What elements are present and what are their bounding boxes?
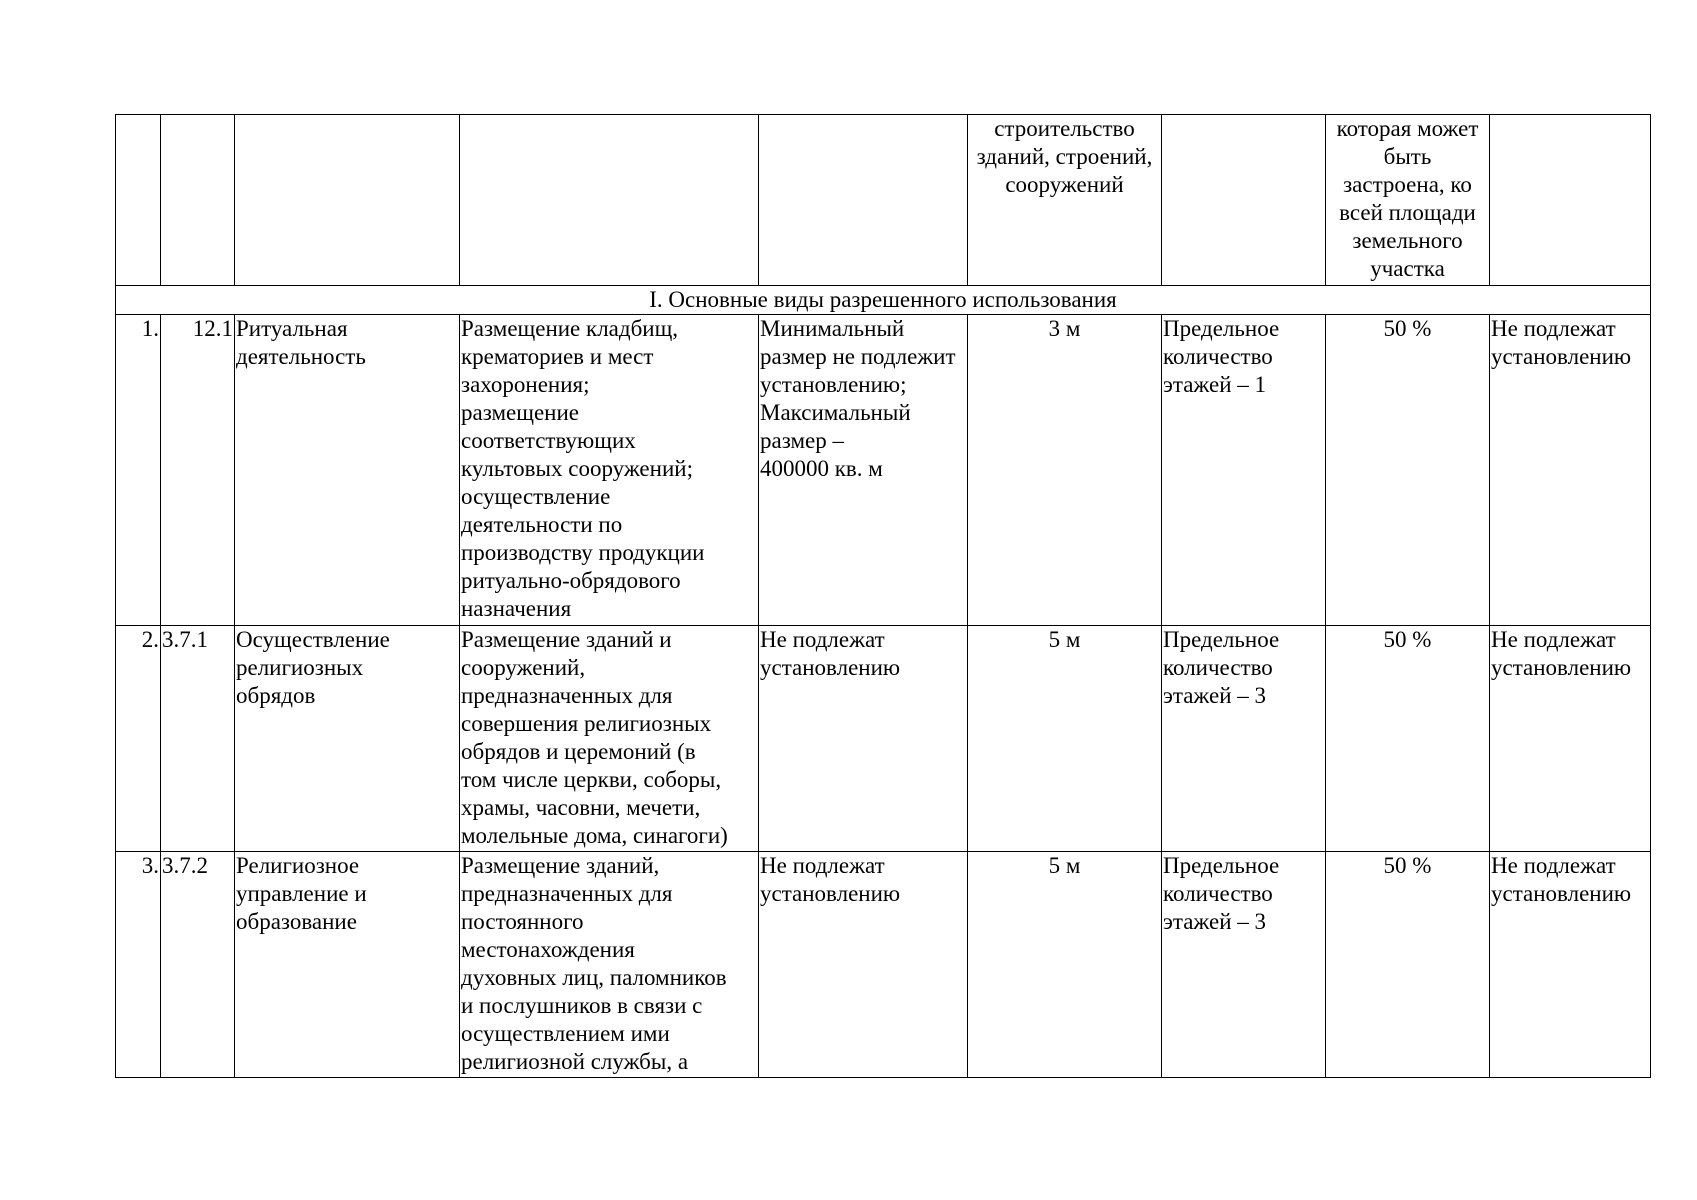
row-number: 3. bbox=[116, 852, 161, 1078]
row-other: Не подлежат установлению bbox=[1490, 315, 1651, 626]
header-cell-name bbox=[235, 115, 460, 286]
row-percent: 50 % bbox=[1326, 315, 1490, 626]
table-row bbox=[116, 852, 1651, 1078]
header-cell-other bbox=[1490, 115, 1651, 286]
row-floors: Предельное количество этажей – 3 bbox=[1162, 626, 1326, 852]
row-number: 2. bbox=[116, 626, 161, 852]
row-size: Минимальный размер не подлежит установлению; Максимальный размер – 400000 кв. м bbox=[759, 315, 968, 626]
section-row bbox=[116, 286, 1651, 315]
row-description: Размещение зданий и сооружений, предназначенных для совершения религиозных обрядов и церемоний (в том числе церкви, соборы, храмы, часовни, мечети, молельные дома, синагоги) bbox=[460, 626, 759, 852]
row-number: 1. bbox=[116, 315, 161, 626]
header-cell-floors bbox=[1162, 115, 1326, 286]
row-floors: Предельное количество этажей – 1 bbox=[1162, 315, 1326, 626]
header-cell-indent: строительство зданий, строений, сооружений bbox=[968, 115, 1162, 286]
row-other: Не подлежат установлению bbox=[1490, 852, 1651, 1078]
row-indent: 3 м bbox=[968, 315, 1162, 626]
header-cell-num bbox=[116, 115, 161, 286]
header-continuation-row bbox=[116, 115, 1651, 286]
row-description: Размещение зданий, предназначенных для постоянного местонахождения духовных лиц, паломников и послушников в связи с осуществлением ими религиозной службы, а bbox=[460, 852, 759, 1078]
row-name: Осуществление религиозных обрядов bbox=[235, 626, 460, 852]
row-other: Не подлежат установлению bbox=[1490, 626, 1651, 852]
row-size: Не подлежат установлению bbox=[759, 852, 968, 1078]
table-row bbox=[116, 315, 1651, 626]
land-use-table bbox=[115, 114, 1651, 1078]
row-indent: 5 м bbox=[968, 626, 1162, 852]
row-description: Размещение кладбищ, крематориев и мест захоронения; размещение соответствующих культовых сооружений; осуществление деятельности по производству продукции ритуально-обрядового назначения bbox=[460, 315, 759, 626]
header-cell-size bbox=[759, 115, 968, 286]
row-size: Не подлежат установлению bbox=[759, 626, 968, 852]
row-indent: 5 м bbox=[968, 852, 1162, 1078]
row-code: 3.7.2 bbox=[161, 852, 235, 1078]
row-name: Ритуальная деятельность bbox=[235, 315, 460, 626]
row-code: 3.7.1 bbox=[161, 626, 235, 852]
header-cell-description bbox=[460, 115, 759, 286]
section-title: I. Основные виды разрешенного использования bbox=[116, 286, 1651, 315]
row-name: Религиозное управление и образование bbox=[235, 852, 460, 1078]
row-floors: Предельное количество этажей – 3 bbox=[1162, 852, 1326, 1078]
row-percent: 50 % bbox=[1326, 852, 1490, 1078]
header-cell-code bbox=[161, 115, 235, 286]
header-cell-percent: которая может быть застроена, ко всей площади земельного участка bbox=[1326, 115, 1490, 286]
row-percent: 50 % bbox=[1326, 626, 1490, 852]
row-code: 12.1 bbox=[161, 315, 235, 626]
table-row bbox=[116, 626, 1651, 852]
